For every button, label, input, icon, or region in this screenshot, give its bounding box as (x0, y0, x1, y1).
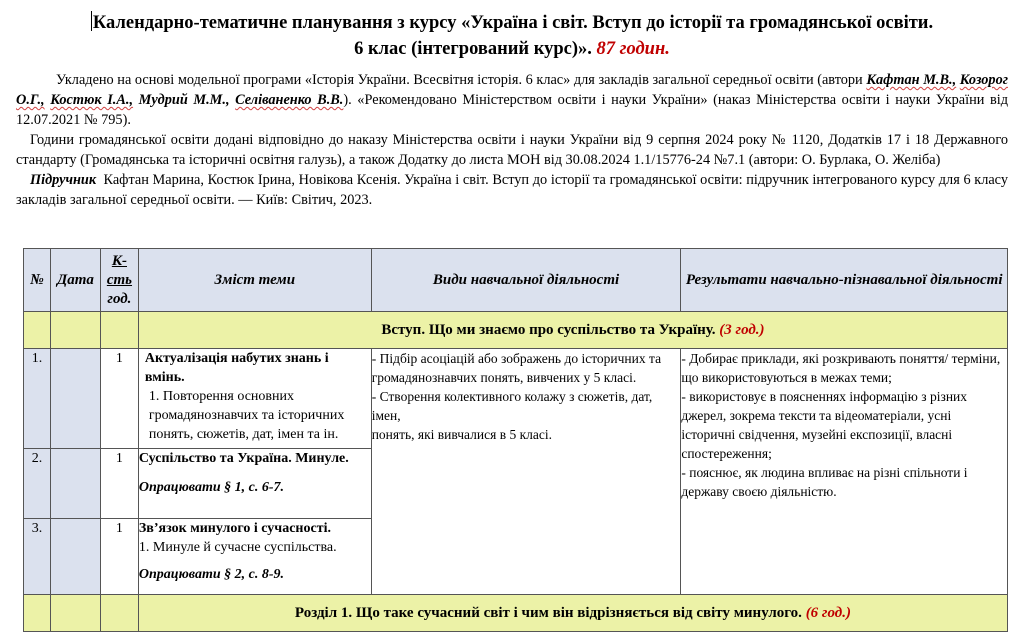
header-date: Дата (50, 249, 100, 312)
table-row (24, 349, 1008, 449)
row-date (50, 349, 100, 449)
row-number: 1. (24, 349, 51, 449)
header-hours: К- сть год. (100, 249, 138, 312)
header-activities: Види навчальної діяльності (371, 249, 681, 312)
title-line-2: 6 клас (інтегрований курс)». 87 годин. (354, 39, 670, 59)
planning-table (23, 248, 1008, 632)
author-name: Мудрий М.М., (138, 92, 230, 108)
topic-title: Суспільство та Україна. Минуле. (138, 451, 349, 466)
total-hours: 87 годин. (596, 39, 670, 59)
topic-subitem: 1. Повторення основних громадянознавчих та історичних понять, сюжетів, дат, імен та ін. (148, 389, 345, 442)
title-line-1: Календарно-тематичне планування з курсу «Україна і світ. Вступ до історії та громадянської освіти. (92, 13, 934, 33)
author-name: Кафтан М.В., (866, 72, 957, 88)
row-hours: 1 (100, 519, 138, 595)
topic-subitem: 1. Минуле й сучасне суспільства. (138, 540, 337, 555)
text-cursor (91, 11, 92, 31)
row-topic (138, 449, 371, 519)
topic-homework: Опрацювати § 2, с. 8-9. (138, 567, 285, 582)
row-number: 2. (24, 449, 51, 519)
row-topic (138, 519, 371, 595)
header-results: Результати навчально-пізнавальної діяльності (681, 249, 1008, 312)
results-cell: - Добирає приклади, які розкривають поняття/ терміни, що використовуються в межах теми; - використовує в поясненнях інформацію з різних джерел, зокрема тексти та відеоматеріали, усні історичні свідчення, музейні експозиції, власні спостереження; - пояснює, як людина впливає на різні спільноти і державу своєю діяльністю. (681, 349, 1008, 595)
topic-title: Зв’язок минулого і сучасності. (138, 521, 331, 536)
row-topic (138, 349, 371, 449)
section-row-intro (24, 312, 1008, 349)
intro-paragraph-program: Укладено на основі модельної програми «Історія України. Всесвітня історія. 6 клас» для закладів загальної середньої освіти (автори Кафтан М.В., Козорог О.Г., Костюк І.А., Мудрий М.М., Селіваненко В.В.). «Рекомендовано Міністерством освіти і науки України» (наказ Міністерства освіти і науки України від 12.07.2021 № 795). (16, 72, 1008, 128)
section-title: Розділ 1. Що таке сучасний світ і чим він відрізняється від світу минулого. (6 год.) (138, 595, 1007, 632)
intro-paragraph-civic: Години громадянської освіти додані відповідно до наказу Міністерства освіти і науки України від 9 серпня 2024 року № 1120, Додатків 17 і 18 Державного стандарту (Громадянська та історичні освітня галузь), а також Додатку до листа МОН від 30.08.2024 1.1/15776-24 №7.1 (автори: О. Бурлака, О. Желіба) (16, 132, 1008, 168)
row-hours: 1 (100, 349, 138, 449)
header-number: № (24, 249, 51, 312)
topic-title: Актуалізація набутих знань і вмінь. (144, 351, 329, 385)
section-title: Вступ. Що ми знаємо про суспільство та Україну. (3 год.) (138, 312, 1007, 349)
row-date (50, 449, 100, 519)
activities-cell: - Підбір асоціацій або зображень до історичних та громадянознавчих понять, вивчених у 5 класі. - Створення колективного колажу з сюжетів, дат, імен, понять, які вивчалися в 5 класі. (371, 349, 681, 595)
row-number: 3. (24, 519, 51, 595)
row-hours: 1 (100, 449, 138, 519)
author-name: Костюк І.А., (50, 92, 134, 108)
header-content: Зміст теми (138, 249, 371, 312)
section-hours: (6 год.) (805, 604, 851, 621)
document-title (80, 10, 944, 62)
table-header-row (24, 249, 1008, 312)
textbook-label: Підручник (30, 172, 97, 188)
author-name: Селіваненко В.В. (235, 92, 344, 108)
section-hours: (3 год.) (719, 321, 765, 338)
intro-block (16, 70, 1008, 210)
intro-paragraph-textbook: Підручник Кафтан Марина, Костюк Ірина, Новікова Ксенія. Україна і світ. Вступ до історії та громадянської освіти: підручник інтегрованого курсу для 6 класу закладів загальної середньої освіти. — Київ: Світич, 2023. (16, 172, 1008, 208)
row-date (50, 519, 100, 595)
section-row-chapter-1 (24, 595, 1008, 632)
topic-homework: Опрацювати § 1, с. 6-7. (138, 480, 285, 495)
author-name: Козорог О.Г., (16, 72, 1008, 108)
